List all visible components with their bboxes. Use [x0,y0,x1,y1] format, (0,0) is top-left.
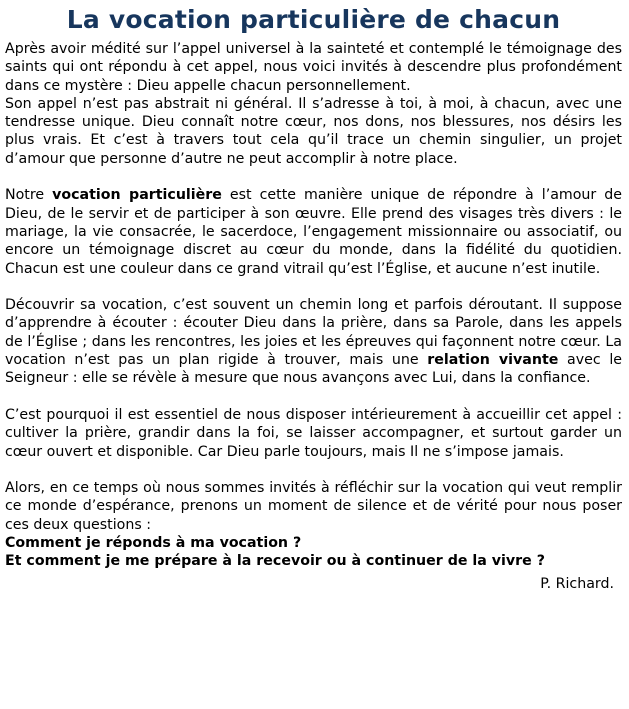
paragraph-invitation: Alors, en ce temps où nous sommes invités à réfléchir sur la vocation qui veut remplir ce monde d’espérance, prenons un moment de silence et de vérité pour nous poser ces deux questions : [5,480,622,533]
paragraph-text: Notre [5,187,53,204]
emphasis-vocation-particuliere: vocation particulière [52,187,222,204]
paragraph-text: avec le Seigneur : elle se révèle à mesure que nous avançons avec Lui, dans la confiance. [5,352,622,387]
paragraph-intro: Après avoir médité sur l’appel universel à la sainteté et contemplé le témoignage des saints qui ont répondu à cet appel, nous voici invités à descendre plus profondément dans ce mystère : Dieu appelle chacun personnellement. [5,41,622,94]
emphasis-relation-vivante: relation vivante [427,352,559,369]
paragraph-disposition: C’est pourquoi il est essentiel de nous disposer intérieurement à accueillir cet appel : cultiver la prière, grandir dans la foi, se laisser accompagner, et surtout garder un cœur ouvert et disponible. Car Dieu parle toujours, mais Il ne s’impose jamais. [5,406,622,460]
paragraph-text: est cette manière unique de répondre à l’amour de Dieu, de le servir et de participer à son œuvre. Elle prend des visages très divers : le mariage, la vie consacrée, le sacerdoce, l’engagement missionnaire ou associatif, ou encore un témoignage discret au cœur du monde, dans la fidélité du quotidien. Chacun est une couleur dans ce grand vitrail qu’est l’Église, et aucune n’est inutile. [5,187,622,277]
question-one: Comment je réponds à ma vocation ? [5,535,302,552]
signature: P. Richard. [540,575,614,592]
document-title: La vocation particulière de chacun [66,5,561,34]
paragraph-particular-vocation [5,186,622,277]
document-body [5,40,622,593]
paragraph-call: Son appel n’est pas abstrait ni général. Il s’adresse à toi, à moi, à chacun, avec une tendresse unique. Dieu connaît notre cœur, nos dons, nos blessures, nos désirs les plus vrais. Et c’est à travers tout cela qu’il trace un chemin singulier, un projet d’amour que personne d’autre ne peut accomplir à notre place. [5,95,622,167]
question-two: Et comment je me prépare à la recevoir ou à continuer de la vivre ? [5,553,545,570]
paragraph-discovering [5,296,622,387]
paragraph-text: Découvrir sa vocation, c’est souvent un chemin long et parfois déroutant. Il suppose d’apprendre à écouter : écouter Dieu dans la prière, dans sa Parole, dans les appels de l’Église ; dans les rencontres, les joies et les épreuves qui façonnent notre cœur. La vocation n’est pas un plan rigide à trouver, mais une [5,297,622,369]
